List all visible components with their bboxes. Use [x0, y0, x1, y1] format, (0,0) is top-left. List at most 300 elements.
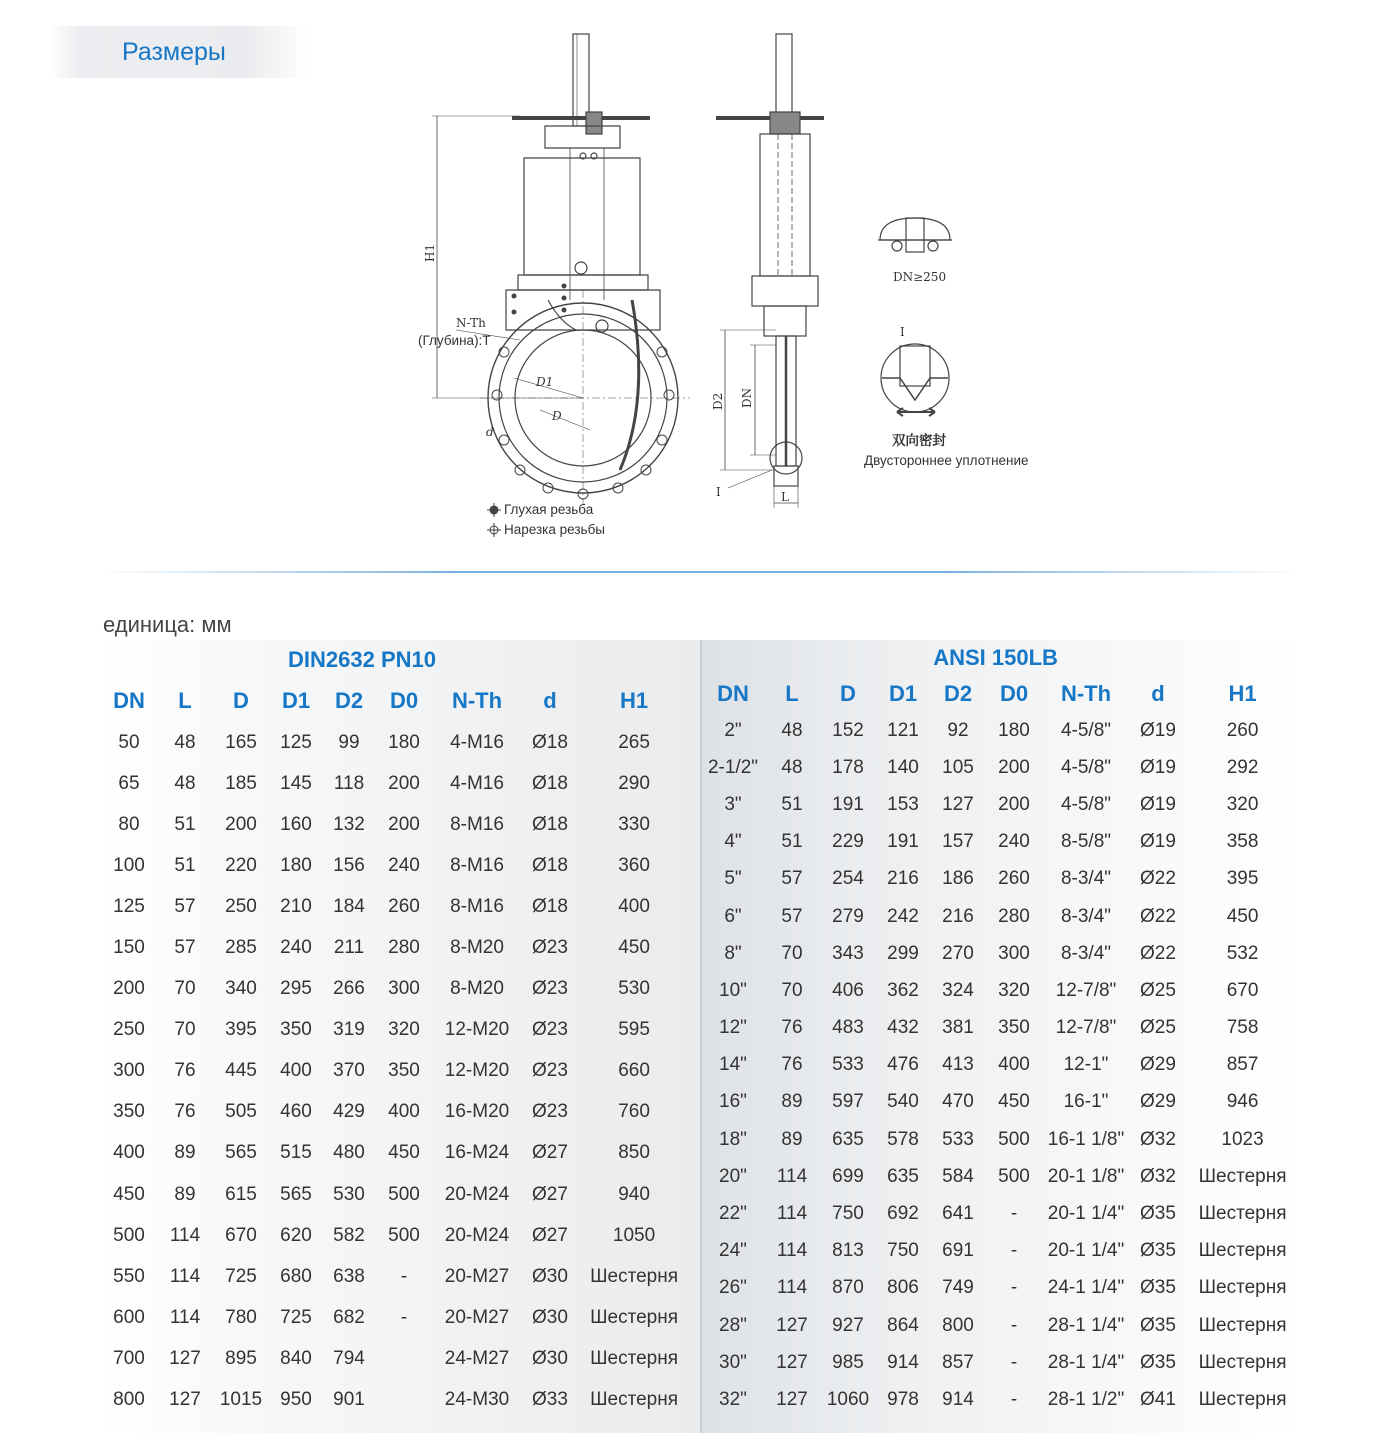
table-cell: 620 — [280, 1224, 312, 1246]
table-cell: 114 — [776, 1277, 808, 1299]
table-cell: 476 — [887, 1054, 919, 1076]
table-cell: 10" — [719, 979, 747, 1001]
table-cell: Шестерня — [1198, 1240, 1287, 1262]
table-cell: 76 — [781, 1017, 803, 1039]
table-cell: Ø27 — [532, 1183, 568, 1205]
table-cell: 191 — [832, 793, 864, 815]
table-cell: 362 — [887, 979, 919, 1001]
table-cell: 780 — [225, 1306, 257, 1328]
table-cell: 178 — [832, 756, 864, 778]
table-cell: 127 — [776, 1314, 808, 1336]
label-d2: D2 — [711, 392, 725, 410]
table-cell: 515 — [280, 1142, 312, 1164]
table-cell: 105 — [942, 756, 974, 778]
table-cell: 127 — [776, 1351, 808, 1373]
table-cell: 12-M20 — [444, 1060, 510, 1082]
table-cell: 857 — [942, 1351, 974, 1373]
table-cell: 300 — [113, 1060, 145, 1082]
table-cell: 400 — [998, 1054, 1030, 1076]
table-cell: 582 — [333, 1224, 365, 1246]
table-cell: 156 — [333, 854, 365, 876]
legend-blind-thread: Глухая резьба — [504, 502, 594, 517]
table-row — [703, 786, 1298, 823]
table-cell: 99 — [338, 731, 360, 753]
table-cell: 350 — [280, 1019, 312, 1041]
table-cell: 24-M27 — [444, 1347, 510, 1369]
table-cell: Шестерня — [1198, 1388, 1287, 1410]
table-cell: 940 — [618, 1183, 650, 1205]
table-cell: 395 — [225, 1019, 257, 1041]
table-cell: Ø41 — [1140, 1388, 1176, 1410]
table-cell: 500 — [113, 1224, 145, 1246]
label-h1: H1 — [423, 243, 437, 262]
label-depth: (Глубина):T — [418, 333, 491, 348]
ansi-col-header: d — [1151, 680, 1165, 706]
table-cell: Ø19 — [1140, 793, 1176, 815]
seal-label-cn: 双向密封 — [892, 433, 946, 448]
table-row — [100, 1338, 690, 1379]
table-cell: 180 — [998, 719, 1030, 741]
table-cell: 200 — [388, 772, 420, 794]
table-cell: 48 — [174, 772, 196, 794]
table-cell: - — [1010, 1277, 1018, 1299]
table-cell: 114 — [169, 1306, 201, 1328]
din-col-header: H1 — [619, 688, 649, 713]
label-l: L — [781, 490, 789, 504]
table-cell: 191 — [887, 831, 919, 853]
ansi-col-header: L — [785, 680, 799, 706]
table-cell: 381 — [942, 1017, 974, 1039]
table-cell: 20-M24 — [444, 1183, 510, 1205]
table-cell: 152 — [832, 719, 864, 741]
table-cell: 358 — [1226, 831, 1259, 853]
table-row — [100, 1297, 690, 1338]
table-row — [100, 969, 690, 1010]
table-cell: - — [1010, 1351, 1018, 1373]
table-cell: 211 — [333, 937, 365, 959]
table-cell: Ø32 — [1140, 1165, 1176, 1187]
table-cell: Ø23 — [532, 978, 568, 1000]
table-cell: 800 — [113, 1389, 145, 1411]
table-cell: 870 — [832, 1277, 864, 1299]
table-cell: 16-1 1/8" — [1047, 1128, 1125, 1150]
table-cell: - — [400, 1265, 408, 1287]
table-cell: Ø22 — [1140, 942, 1176, 964]
table-cell: 16-M24 — [444, 1142, 510, 1164]
table-cell: 216 — [887, 868, 919, 890]
din-col-header: D1 — [281, 688, 311, 713]
table-cell: Ø23 — [532, 1060, 568, 1082]
table-cell: 299 — [887, 942, 919, 964]
table-cell: 114 — [776, 1203, 808, 1225]
table-cell: 324 — [942, 979, 974, 1001]
table-cell: 127 — [169, 1389, 201, 1411]
table-cell: 595 — [618, 1019, 650, 1041]
table-cell: 20-1 1/4" — [1047, 1203, 1125, 1225]
table-cell: 670 — [225, 1224, 257, 1246]
table-cell: 140 — [887, 756, 919, 778]
valve-technical-drawing — [0, 0, 1400, 560]
din-dimensions-table — [100, 640, 690, 1421]
table-cell: 500 — [998, 1128, 1030, 1150]
table-cell: 533 — [832, 1054, 864, 1076]
table-cell: Ø30 — [532, 1347, 568, 1369]
table-cell: 114 — [776, 1165, 808, 1187]
table-cell: 51 — [174, 854, 196, 876]
table-cell: 450 — [998, 1091, 1030, 1113]
table-cell: Шестерня — [1198, 1351, 1287, 1373]
table-cell: 50 — [118, 731, 140, 753]
table-cell: 220 — [225, 854, 257, 876]
table-cell: 4" — [724, 831, 742, 853]
table-cell: Ø23 — [532, 1101, 568, 1123]
table-cell: 132 — [333, 813, 365, 835]
table-row — [703, 1307, 1298, 1344]
table-row — [703, 1381, 1298, 1418]
table-cell: 500 — [388, 1224, 420, 1246]
table-cell: 584 — [942, 1165, 974, 1187]
table-cell: Шестерня — [1198, 1203, 1287, 1225]
table-cell: 184 — [333, 895, 365, 917]
table-cell: 914 — [887, 1351, 919, 1373]
table-cell: 350 — [998, 1017, 1030, 1039]
table-cell: 200 — [998, 756, 1030, 778]
table-cell: 14" — [719, 1054, 747, 1076]
table-cell: 550 — [113, 1265, 145, 1287]
table-cell: 4-5/8" — [1060, 756, 1112, 778]
table-row — [100, 1092, 690, 1133]
table-cell: Ø18 — [532, 731, 568, 753]
table-row — [100, 722, 690, 763]
table-cell: 400 — [113, 1142, 145, 1164]
seal-label-ru: Двустороннее уплотнение — [864, 453, 1029, 468]
table-cell: Шестерня — [590, 1265, 678, 1287]
table-cell: 445 — [225, 1060, 257, 1082]
table-cell: 413 — [942, 1054, 974, 1076]
table-cell: 70 — [174, 978, 196, 1000]
table-cell: 450 — [113, 1183, 145, 1205]
table-cell: 700 — [113, 1347, 145, 1369]
table-cell: 125 — [113, 895, 145, 917]
table-cell: 750 — [832, 1203, 864, 1225]
table-row — [100, 927, 690, 968]
table-cell: 950 — [280, 1389, 312, 1411]
table-cell: 578 — [887, 1128, 919, 1150]
table-cell: 260 — [1226, 719, 1259, 741]
table-cell: 18" — [719, 1128, 747, 1150]
table-cell: 266 — [333, 978, 365, 1000]
table-cell: 89 — [174, 1142, 196, 1164]
table-cell: 12-M20 — [444, 1019, 510, 1041]
table-cell: 22" — [719, 1203, 747, 1225]
table-cell: 1023 — [1221, 1128, 1264, 1150]
table-cell: 3" — [724, 793, 742, 815]
table-cell: 265 — [618, 731, 650, 753]
table-cell: 901 — [333, 1389, 365, 1411]
table-cell: Ø29 — [1140, 1054, 1176, 1076]
table-cell: 320 — [1226, 793, 1259, 815]
table-cell: 280 — [388, 937, 420, 959]
table-cell: 20-1 1/8" — [1047, 1165, 1125, 1187]
table-cell: - — [1010, 1388, 1018, 1410]
table-cell: 240 — [998, 831, 1030, 853]
table-cell: 800 — [942, 1314, 974, 1336]
table-cell: - — [400, 1306, 408, 1328]
table-cell: 895 — [225, 1347, 257, 1369]
table-cell: 5" — [724, 868, 742, 890]
table-cell: 483 — [832, 1017, 864, 1039]
din-col-header: L — [178, 688, 192, 713]
table-cell: 540 — [887, 1091, 919, 1113]
table-cell: 840 — [280, 1347, 312, 1369]
table-cell: 1060 — [826, 1388, 870, 1410]
table-cell: 532 — [1226, 942, 1259, 964]
table-cell: 28" — [719, 1314, 747, 1336]
table-cell: Ø18 — [532, 813, 568, 835]
table-cell: 70 — [781, 942, 803, 964]
table-cell: Ø19 — [1140, 831, 1176, 853]
ansi-standard-label: ANSI 150LB — [933, 644, 1058, 670]
table-cell: 16-M20 — [444, 1101, 510, 1123]
table-cell: 370 — [333, 1060, 365, 1082]
table-row — [100, 1133, 690, 1174]
table-cell: 8-5/8" — [1060, 831, 1112, 853]
table-cell: Шестерня — [590, 1347, 678, 1369]
table-cell: 343 — [832, 942, 864, 964]
table-cell: - — [1010, 1203, 1018, 1225]
din-col-header: D2 — [334, 688, 364, 713]
table-cell: 200 — [998, 793, 1030, 815]
table-cell: 8-M16 — [450, 813, 504, 835]
table-cell: 12-1" — [1063, 1054, 1109, 1076]
table-cell: 157 — [942, 831, 974, 853]
table-cell: 20-M24 — [444, 1224, 510, 1246]
table-cell: Ø35 — [1140, 1240, 1176, 1262]
table-row — [703, 1195, 1298, 1232]
table-cell: 153 — [887, 793, 919, 815]
table-row — [703, 1010, 1298, 1047]
table-row — [703, 749, 1298, 786]
table-cell: 857 — [1226, 1054, 1259, 1076]
table-cell: 51 — [781, 831, 803, 853]
table-cell: 48 — [174, 731, 196, 753]
table-cell: Ø35 — [1140, 1314, 1176, 1336]
ansi-col-header: D — [840, 680, 856, 706]
table-cell: 530 — [333, 1183, 365, 1205]
table-cell: 985 — [832, 1351, 864, 1373]
table-cell: 533 — [942, 1128, 974, 1150]
table-cell: 470 — [942, 1091, 974, 1113]
table-cell: 270 — [942, 942, 974, 964]
table-cell: 57 — [174, 937, 196, 959]
table-cell: 165 — [225, 731, 257, 753]
table-cell: Ø35 — [1140, 1203, 1176, 1225]
table-cell: Ø18 — [532, 854, 568, 876]
table-cell: 279 — [832, 905, 864, 927]
table-cell: 57 — [781, 905, 803, 927]
table-cell: 330 — [618, 813, 650, 835]
table-cell: Ø22 — [1140, 868, 1176, 890]
page-title: Размеры — [122, 38, 226, 66]
table-cell: Ø25 — [1140, 1017, 1176, 1039]
table-cell: 24-1 1/4" — [1047, 1277, 1125, 1299]
table-cell: Ø19 — [1140, 719, 1176, 741]
table-cell: 319 — [333, 1019, 365, 1041]
table-cell: 2" — [724, 719, 742, 741]
table-cell: Ø18 — [532, 895, 568, 917]
table-cell: 530 — [618, 978, 650, 1000]
table-cell: 4-5/8" — [1060, 719, 1112, 741]
table-row — [100, 1051, 690, 1092]
table-cell: 20-M27 — [444, 1306, 510, 1328]
table-cell: 758 — [1226, 1017, 1259, 1039]
table-cell: 794 — [333, 1347, 365, 1369]
table-row — [703, 1047, 1298, 1084]
label-i-detail: I — [900, 325, 905, 339]
table-cell: 320 — [998, 979, 1030, 1001]
table-cell: 16" — [719, 1091, 747, 1113]
table-cell: 8-M20 — [450, 937, 504, 959]
table-cell: 280 — [998, 905, 1030, 927]
table-cell: 48 — [781, 756, 803, 778]
table-row — [703, 972, 1298, 1009]
table-cell: Ø30 — [532, 1265, 568, 1287]
table-cell: 250 — [225, 895, 257, 917]
table-cell: Ø18 — [532, 772, 568, 794]
table-cell: 505 — [225, 1101, 257, 1123]
table-row — [703, 1233, 1298, 1270]
din-col-header: d — [543, 688, 557, 713]
table-row — [703, 935, 1298, 972]
legend-tapped-thread: Нарезка резьбы — [504, 522, 606, 537]
din-col-header: D0 — [389, 688, 419, 713]
table-cell: 350 — [113, 1101, 145, 1123]
table-cell: Ø35 — [1140, 1351, 1176, 1373]
table-cell: 8-M20 — [450, 978, 504, 1000]
table-cell: 4-M16 — [450, 772, 504, 794]
table-cell: 6" — [724, 905, 742, 927]
table-cell: 285 — [225, 937, 257, 959]
label-d: D — [552, 409, 562, 423]
table-cell: 500 — [388, 1183, 420, 1205]
table-cell: Ø32 — [1140, 1128, 1176, 1150]
din-col-header: DN — [113, 688, 145, 713]
table-cell: Ø30 — [532, 1306, 568, 1328]
table-cell: 200 — [113, 978, 145, 1000]
table-divider — [700, 640, 702, 1433]
table-cell: 350 — [388, 1060, 420, 1082]
din-table-body — [100, 722, 690, 1421]
table-cell: 118 — [333, 772, 365, 794]
table-cell: 699 — [832, 1165, 864, 1187]
table-row — [703, 1344, 1298, 1381]
table-cell: 26" — [719, 1277, 747, 1299]
table-cell: 806 — [887, 1277, 919, 1299]
table-cell: 180 — [388, 731, 420, 753]
ansi-col-header: D0 — [999, 680, 1029, 706]
table-cell: 8-3/4" — [1060, 905, 1112, 927]
table-cell: 450 — [388, 1142, 420, 1164]
table-cell: 240 — [388, 854, 420, 876]
table-cell: 30" — [719, 1351, 747, 1373]
table-cell: 48 — [781, 719, 803, 741]
table-cell: 51 — [174, 813, 196, 835]
table-cell: 89 — [781, 1128, 803, 1150]
table-cell — [376, 1380, 432, 1421]
table-row — [703, 1270, 1298, 1307]
table-cell: 500 — [998, 1165, 1030, 1187]
table-cell: 432 — [887, 1017, 919, 1039]
table-cell: - — [1010, 1314, 1018, 1336]
table-row — [100, 1174, 690, 1215]
table-cell: 635 — [832, 1128, 864, 1150]
ansi-col-header: H1 — [1228, 680, 1257, 706]
table-cell: 12-7/8" — [1055, 979, 1117, 1001]
table-cell: 641 — [942, 1203, 974, 1225]
table-cell: 680 — [280, 1265, 312, 1287]
table-row — [100, 804, 690, 845]
table-cell: 70 — [174, 1019, 196, 1041]
table-cell: 360 — [618, 854, 650, 876]
table-cell: 480 — [333, 1142, 365, 1164]
table-cell: 8-M16 — [450, 895, 504, 917]
table-cell: 597 — [832, 1091, 864, 1113]
table-cell: 450 — [618, 937, 650, 959]
table-cell: 76 — [781, 1054, 803, 1076]
table-cell: 65 — [118, 772, 140, 794]
table-cell: 2-1/2" — [707, 756, 759, 778]
table-cell: 750 — [887, 1240, 919, 1262]
table-cell: 24" — [719, 1240, 747, 1262]
table-cell: 320 — [388, 1019, 420, 1041]
table-cell: 145 — [280, 772, 312, 794]
table-cell: 300 — [388, 978, 420, 1000]
table-cell: 12-7/8" — [1055, 1017, 1117, 1039]
table-cell: 8-3/4" — [1060, 942, 1112, 964]
table-cell: 160 — [280, 813, 312, 835]
table-cell: 32" — [719, 1388, 747, 1410]
table-cell: 127 — [942, 793, 974, 815]
ansi-table-body — [703, 712, 1298, 1419]
table-cell: 760 — [618, 1101, 650, 1123]
table-row — [703, 898, 1298, 935]
table-cell: Шестерня — [590, 1389, 678, 1411]
din-standard-label: DIN2632 PN10 — [288, 647, 436, 672]
label-d1: D1 — [536, 375, 554, 389]
ansi-col-header: D1 — [888, 680, 918, 706]
table-cell: Шестерня — [1198, 1277, 1287, 1299]
label-nth: N-Th — [456, 316, 486, 330]
ansi-col-header: N-Th — [1060, 680, 1112, 706]
table-cell: Ø35 — [1140, 1277, 1176, 1299]
table-row — [703, 824, 1298, 861]
table-cell: 28-1 1/4" — [1047, 1351, 1125, 1373]
table-cell: 635 — [887, 1165, 919, 1187]
table-cell: 150 — [113, 937, 145, 959]
table-cell: 565 — [225, 1142, 257, 1164]
table-cell: Ø33 — [532, 1389, 568, 1411]
din-standard-title — [212, 640, 690, 680]
table-cell — [376, 1338, 432, 1379]
table-cell: 76 — [174, 1101, 196, 1123]
table-cell: Ø25 — [1140, 979, 1176, 1001]
table-cell: 460 — [280, 1101, 312, 1123]
table-cell: 638 — [333, 1265, 365, 1287]
table-cell: 114 — [169, 1224, 201, 1246]
table-cell: 114 — [169, 1265, 201, 1287]
table-cell: 76 — [174, 1060, 196, 1082]
table-cell: Шестерня — [590, 1306, 678, 1328]
